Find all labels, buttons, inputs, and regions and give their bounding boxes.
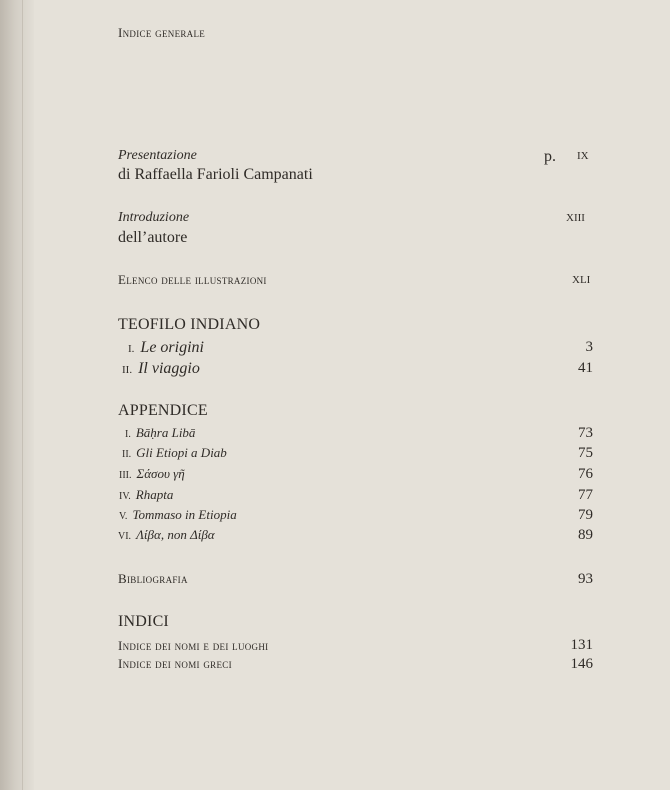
toc-appendix-item <box>119 507 237 523</box>
section-heading-teofilo: TEOFILO INDIANO <box>118 316 261 333</box>
toc-appendix-item <box>119 466 185 482</box>
toc-page-number: 131 <box>570 637 593 653</box>
appendix-number: II. <box>122 449 132 460</box>
appendix-title: Tommaso in Etiopia <box>132 507 237 522</box>
toc-entry-introduzione-title: Introduzione <box>118 210 190 225</box>
toc-page-elenco: XLI <box>572 274 591 286</box>
toc-entry-introduzione-author: dell’autore <box>118 229 188 246</box>
page-title: Indice generale <box>118 25 206 40</box>
appendix-number: I. <box>125 429 131 440</box>
toc-page-number: 146 <box>570 656 593 672</box>
appendix-title: Λίβα, non Δίβα <box>136 527 215 542</box>
toc-appendix-item <box>125 425 195 441</box>
toc-page-introduzione: XIII <box>566 212 585 224</box>
appendix-title: Rhapta <box>135 487 174 502</box>
appendix-number: V. <box>119 511 128 522</box>
toc-chapter <box>128 339 204 357</box>
toc-entry-elenco: Elenco delle illustrazioni <box>118 272 267 287</box>
book-gutter <box>0 0 34 790</box>
toc-page-number: 73 <box>578 425 593 441</box>
toc-page-number: 3 <box>585 339 593 355</box>
toc-chapter <box>122 360 200 378</box>
appendix-title: Bāḥra Libā <box>135 425 196 440</box>
appendix-number: VI. <box>118 531 132 542</box>
section-heading-indici: INDICI <box>118 613 169 630</box>
appendix-number: IV. <box>119 491 131 502</box>
appendix-title: Gli Etiopi a Diab <box>136 445 227 460</box>
page-edge-line <box>22 0 23 790</box>
page-prefix: p. <box>544 148 556 165</box>
toc-entry-indice-nomi-greci: Indice dei nomi greci <box>118 656 232 671</box>
chapter-number: II. <box>122 364 133 376</box>
chapter-title: Il viaggio <box>138 360 200 377</box>
toc-entry-bibliografia: Bibliografia <box>118 571 188 586</box>
chapter-number: I. <box>128 343 135 355</box>
appendix-number: III. <box>119 470 132 481</box>
toc-entry-indice-nomi-luoghi: Indice dei nomi e dei luoghi <box>118 638 269 653</box>
toc-entry-presentazione-author: di Raffaella Farioli Campanati <box>118 166 313 183</box>
toc-page-number: 89 <box>578 527 593 543</box>
section-heading-appendice: APPENDICE <box>118 402 208 419</box>
chapter-title: Le origini <box>140 339 204 356</box>
toc-appendix-item <box>122 445 227 461</box>
toc-appendix-item <box>119 487 173 503</box>
appendix-title: Σάσου γῆ <box>136 466 185 481</box>
toc-page-number: 75 <box>578 445 593 461</box>
toc-page-number: 76 <box>578 466 593 482</box>
toc-page-number: 93 <box>578 571 593 587</box>
toc-entry-presentazione-title: Presentazione <box>118 148 197 163</box>
toc-page-number: 41 <box>578 360 593 376</box>
toc-page-presentazione: IX <box>577 150 589 162</box>
toc-appendix-item <box>118 527 215 543</box>
toc-page-number: 77 <box>578 487 593 503</box>
toc-page-number: 79 <box>578 507 593 523</box>
